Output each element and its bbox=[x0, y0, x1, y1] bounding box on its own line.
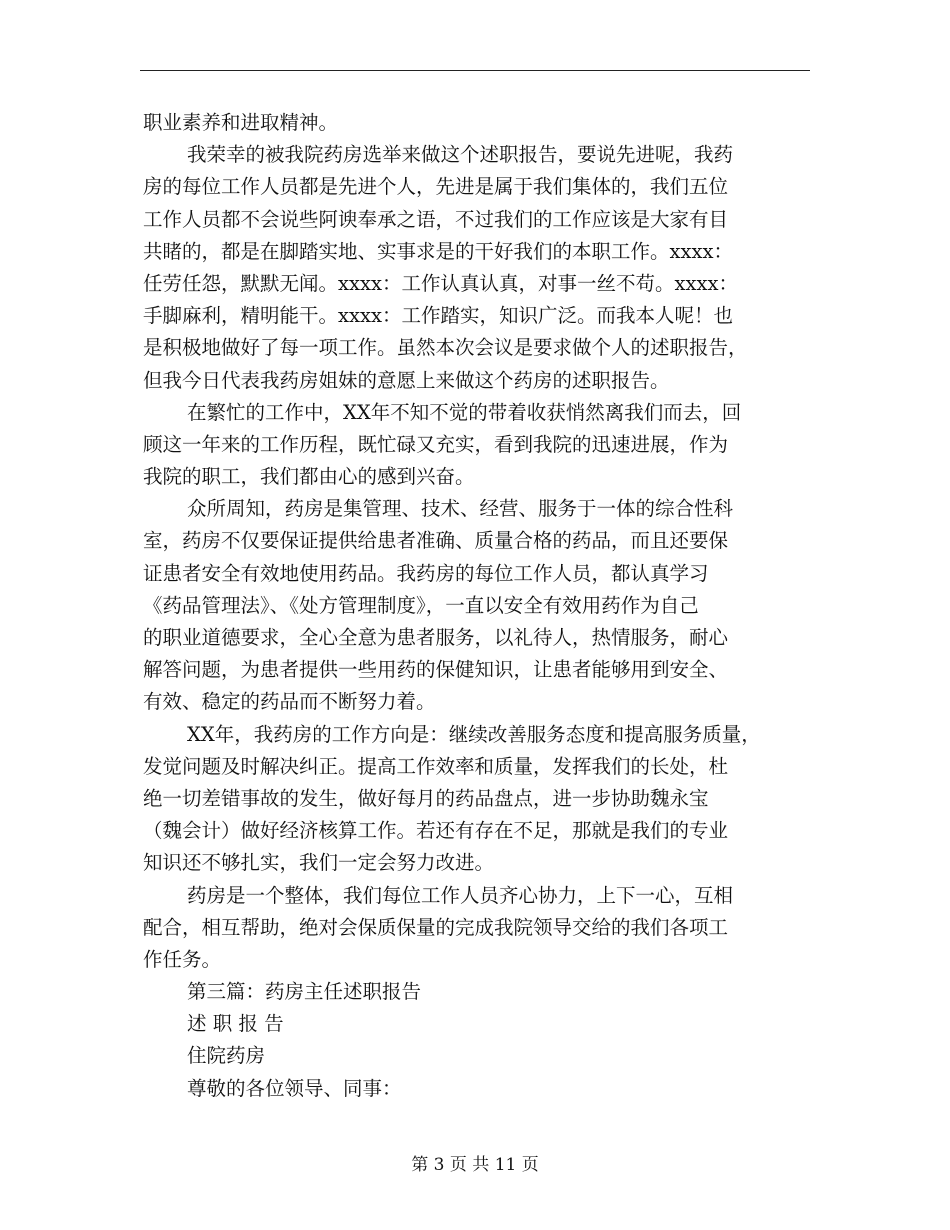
text-line: 我荣幸的被我院药房选举来做这个述职报告，要说先进呢，我药 bbox=[187, 143, 734, 167]
text-line: 《药品管理法》、《处方管理制度》，一直以安全有效用药作为自己 bbox=[143, 593, 699, 617]
text-line: 解答问题，为患者提供一些用药的保健知识，让患者能够用到安全、 bbox=[143, 658, 729, 682]
text-line: 的职业道德要求，全心全意为患者服务，以礼待人，热情服务，耐心 bbox=[143, 626, 729, 649]
text-line: 绝一切差错事故的发生，做好每月的药品盘点，进一步协助魏永宝 bbox=[143, 786, 709, 810]
text-line: 作任务。 bbox=[143, 947, 222, 971]
text-line: 房的每位工作人员都是先进个人，先进是属于我们集体的，我们五位 bbox=[143, 175, 729, 199]
text-line: 手脚麻利，精明能干。xxxx：工作踏实，知识广泛。而我本人呢！也 bbox=[143, 304, 733, 328]
header-rule bbox=[140, 70, 810, 71]
text-line: 顾这一年来的工作历程，既忙碌又充实，看到我院的迅速进展，作为 bbox=[143, 432, 729, 456]
text-line: 有效、稳定的药品而不断努力着。 bbox=[143, 690, 436, 714]
text-line: 我院的职工，我们都由心的感到兴奋。 bbox=[143, 465, 475, 489]
text-line: 配合，相互帮助，绝对会保质保量的完成我院领导交给的我们各项工 bbox=[143, 915, 729, 939]
page-footer bbox=[0, 1153, 950, 1177]
text-line: 职业素养和进取精神。 bbox=[143, 111, 339, 134]
text-line: 但我今日代表我药房姐妹的意愿上来做这个药房的述职报告。 bbox=[143, 368, 670, 392]
text-line: XX年，我药房的工作方向是：继续改善服务态度和提高服务质量， bbox=[187, 722, 761, 746]
document-body bbox=[143, 107, 810, 1105]
text-line: 共睹的，都是在脚踏实地、实事求是的干好我们的本职工作。xxxx： bbox=[143, 239, 733, 263]
text-line: 述 职 报 告 bbox=[187, 1012, 284, 1036]
text-line: 是积极地做好了每一项工作。虽然本次会议是要求做个人的述职报告， bbox=[143, 336, 748, 360]
text-line: 工作人员都不会说些阿谀奉承之语，不过我们的工作应该是大家有目 bbox=[143, 207, 729, 231]
text-line: 众所周知，药房是集管理、技术、经营、服务于一体的综合性科 bbox=[187, 497, 734, 521]
text-line: （魏会计）做好经济核算工作。若还有存在不足，那就是我们的专业 bbox=[143, 819, 729, 843]
text-line: 发觉问题及时解决纠正。提高工作效率和质量，发挥我们的长处，杜 bbox=[143, 754, 729, 778]
page-number-label: 第 3 页 共 11 页 bbox=[411, 1155, 539, 1175]
text-line: 在繁忙的工作中，XX年不知不觉的带着收获悄然离我们而去，回 bbox=[187, 400, 742, 424]
text-line: 尊敬的各位领导、同事： bbox=[187, 1076, 402, 1100]
text-line: 住院药房 bbox=[187, 1044, 266, 1068]
text-line: 知识还不够扎实，我们一定会努力改进。 bbox=[143, 851, 495, 875]
text-line: 室，药房不仅要保证提供给患者准确、质量合格的药品，而且还要保 bbox=[143, 529, 729, 553]
text-line: 第三篇：药房主任述职报告 bbox=[187, 980, 422, 1004]
text-line: 任劳任怨，默默无闻。xxxx：工作认真认真，对事一丝不苟。xxxx： bbox=[143, 271, 738, 295]
text-line: 证患者安全有效地使用药品。我药房的每位工作人员，都认真学习 bbox=[143, 561, 709, 585]
text-line: 药房是一个整体，我们每位工作人员齐心协力，上下一心，互相 bbox=[187, 883, 734, 907]
